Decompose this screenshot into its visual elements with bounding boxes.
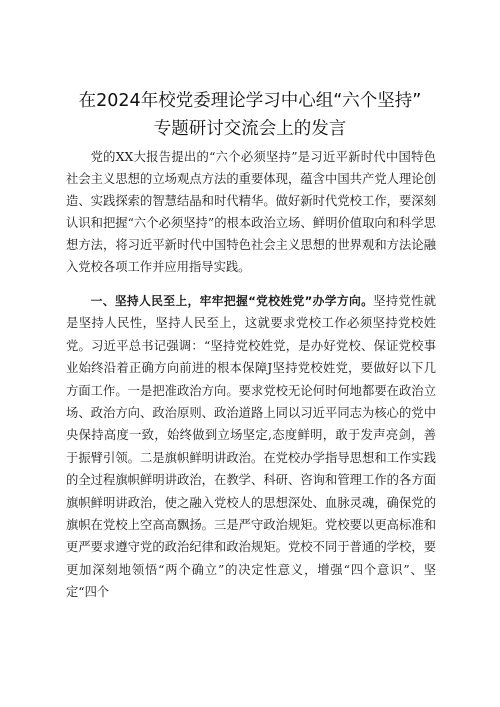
document-title-line-1: 在2024年校党委理论学习中心组“六个坚持” (78, 91, 422, 111)
document-title-line-2: 专题研讨交流会上的发言 (153, 119, 347, 139)
section-heading-1: 一、坚持人民至上，牢牢把握“党校姓党”办学方向。 (90, 294, 374, 308)
body-paragraph-2 (66, 290, 436, 604)
section-1-body: 坚持党性就是坚持人民性，坚持人民至上，这就要求党校工作必须坚持党校姓党。习近平总书记强调：“坚持党校姓党，是办好党校、保证党校事业始终沿着正确方向前进的根本保障J坚持党校姓党，要做好以下几方面工作。一是把准政治方向。要求党校无论何时何地都要在政治立场、政治方向、政治原则、政治道路上同以习近平同志为核心的党中央保持高度一致，始终做到立场坚定,态度鲜明，敢于发声亮剑，善于振臂引领。二是旗帜鲜明讲政治。在党校办学指导思想和工作实践的全过程旗帜鲜明讲政治，在教学、科研、咨询和管理工作的各方面旗帜鲜明讲政治，使之融入党校人的思想深处、血脉灵魂，确保党的旗帜在党校上空高高飘扬。三是严守政治规矩。党校要以更高标准和更严要求遵守党的政治纪律和政治规矩。党校不同于普通的学校，要更加深刻地领悟“两个确立”的决定性意义，增强“四个意识”、坚定“四个 (66, 294, 436, 600)
body-paragraph-1: 党的XX大报告提出的“六个必须坚持”是习近平新时代中国特色社会主义思想的立场观点方法的重要体现，蕴含中国共产党人理论创造、实践探索的智慧结晶和时代精华。做好新时代党校工作，要深刻认识和把握“六个必须坚持”的根本政治立场、鲜明价值取向和科学思想方法，将习近平新时代中国特色社会主义思想的世界观和方法论融入党校各项工作并应用指导实践。 (66, 150, 436, 275)
